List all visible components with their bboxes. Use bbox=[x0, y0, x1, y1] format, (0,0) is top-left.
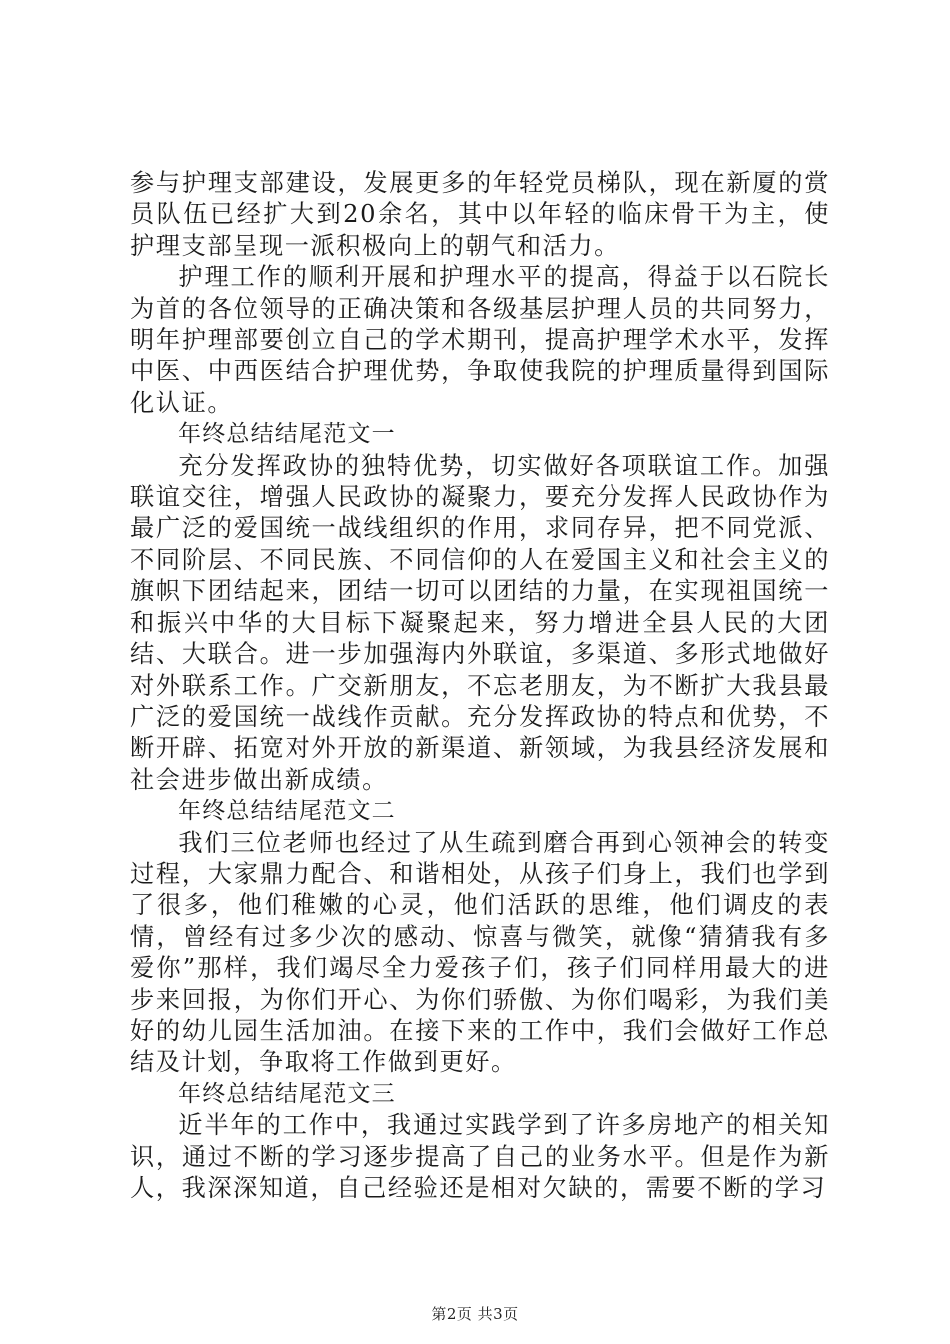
document-body bbox=[130, 168, 830, 1204]
paragraph-continued: 参与护理支部建设，发展更多的年轻党员梯队，现在新厦的赏员队伍已经扩大到20余名，其中以年轻的临床骨干为主，使护理支部呈现一派积极向上的朝气和活力。 bbox=[130, 169, 830, 260]
paragraph-sample-2: 我们三位老师也经过了从生疏到磨合再到心领神会的转变过程，大家鼎力配合、和谐相处，从孩子们身上，我们也学到了很多，他们稚嫩的心灵，他们活跃的思维，他们调皮的表情，曾经有过多少次的感动、惊喜与微笑，就像“猜猜我有多爱你”那样，我们竭尽全力爱孩子们，孩子们同样用最大的进步来回报，为你们开心、为你们骄傲、为你们喝彩，为我们美好的幼儿园生活加油。在接下来的工作中，我们会做好工作总结及计划，争取将工作做到更好。 bbox=[130, 828, 830, 1077]
paragraph-sample-1: 充分发挥政协的独特优势，切实做好各项联谊工作。加强联谊交往，增强人民政协的凝聚力，要充分发挥人民政协作为最广泛的爱国统一战线组织的作用，求同存异，把不同党派、不同阶层、不同民族、不同信仰的人在爱国主义和社会主义的旗帜下团结起来，团结一切可以团结的力量，在实现祖国统一和振兴中华的大目标下凝聚起来，努力增进全县人民的大团结、大联合。进一步加强海内外联谊，多渠道、多形式地做好对外联系工作。广交新朋友，不忘老朋友，为不断扩大我县最广泛的爱国统一战线作贡献。充分发挥政协的特点和优势，不断开辟、拓宽对外开放的新渠道、新领域，为我县经济发展和社会进步做出新成绩。 bbox=[130, 451, 830, 794]
page-number-footer: 第2页 共3页 bbox=[431, 1305, 519, 1323]
section-heading-3: 年终总结结尾范文三 bbox=[178, 1080, 396, 1107]
section-heading-1: 年终总结结尾范文一 bbox=[178, 421, 396, 448]
section-heading-2: 年终总结结尾范文二 bbox=[178, 798, 396, 825]
paragraph-sample-3: 近半年的工作中，我通过实践学到了许多房地产的相关知识，通过不断的学习逐步提高了自己的业务水平。但是作为新人，我深深知道，自己经验还是相对欠缺的，需要不断的学习 bbox=[130, 1111, 830, 1202]
paragraph-nursing-work: 护理工作的顺利开展和护理水平的提高，得益于以石院长为首的各位领导的正确决策和各级基层护理人员的共同努力，明年护理部要创立自己的学术期刊，提高护理学术水平，发挥中医、中西医结合护理优势，争取使我院的护理质量得到国际化认证。 bbox=[130, 263, 830, 417]
